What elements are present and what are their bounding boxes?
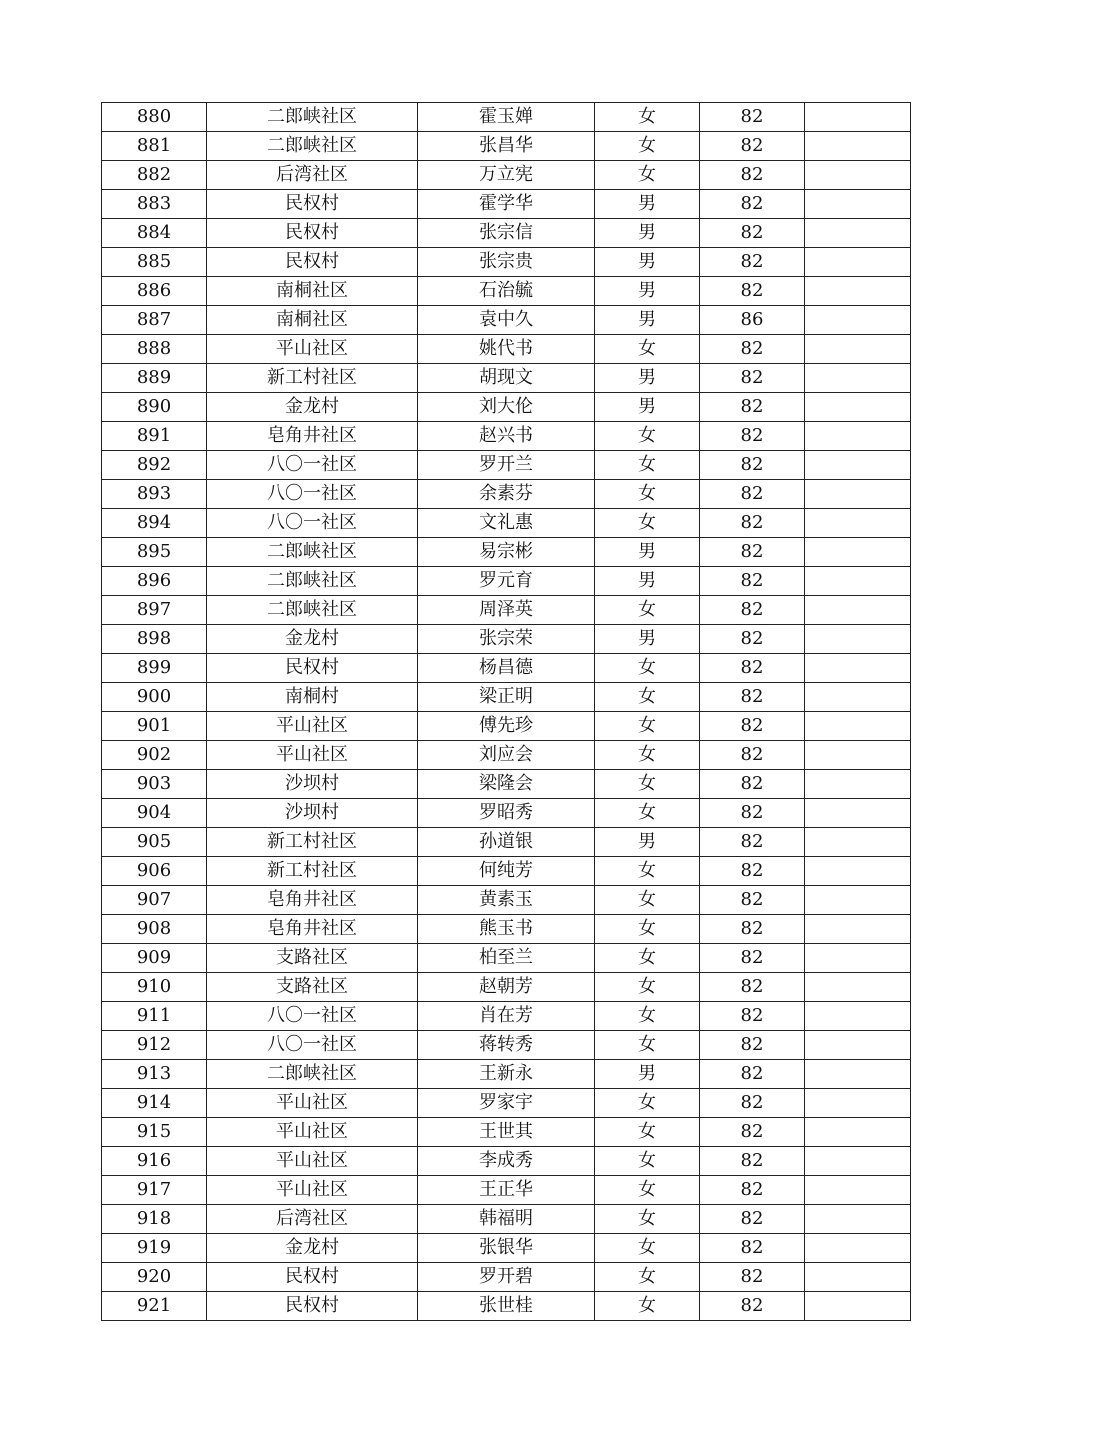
- remark-cell: [805, 393, 911, 422]
- remark-cell: [805, 712, 911, 741]
- serial-number-cell: 893: [102, 480, 207, 509]
- table-row: [102, 1118, 911, 1147]
- age-cell: 82: [700, 567, 805, 596]
- serial-number-cell: 905: [102, 828, 207, 857]
- sex-cell: 女: [595, 973, 700, 1002]
- remark-cell: [805, 1031, 911, 1060]
- table-row: [102, 393, 911, 422]
- table-row: [102, 625, 911, 654]
- name-cell: 张宗信: [418, 219, 595, 248]
- table-row: [102, 1205, 911, 1234]
- age-cell: 82: [700, 103, 805, 132]
- age-cell: 82: [700, 596, 805, 625]
- remark-cell: [805, 973, 911, 1002]
- table-row: [102, 654, 911, 683]
- serial-number-cell: 915: [102, 1118, 207, 1147]
- remark-cell: [805, 1176, 911, 1205]
- serial-number-cell: 887: [102, 306, 207, 335]
- age-cell: 82: [700, 1176, 805, 1205]
- table-row: [102, 1263, 911, 1292]
- table-row: [102, 712, 911, 741]
- name-cell: 王新永: [418, 1060, 595, 1089]
- community-cell: 皂角井社区: [207, 422, 418, 451]
- sex-cell: 男: [595, 625, 700, 654]
- sex-cell: 女: [595, 1089, 700, 1118]
- sex-cell: 女: [595, 770, 700, 799]
- name-cell: 霍学华: [418, 190, 595, 219]
- serial-number-cell: 904: [102, 799, 207, 828]
- sex-cell: 男: [595, 277, 700, 306]
- name-cell: 何纯芳: [418, 857, 595, 886]
- age-cell: 82: [700, 1031, 805, 1060]
- remark-cell: [805, 886, 911, 915]
- table-row: [102, 306, 911, 335]
- age-cell: 82: [700, 1002, 805, 1031]
- name-cell: 霍玉婵: [418, 103, 595, 132]
- age-cell: 82: [700, 857, 805, 886]
- community-cell: 二郎峡社区: [207, 567, 418, 596]
- sex-cell: 男: [595, 1060, 700, 1089]
- table-row: [102, 799, 911, 828]
- name-cell: 罗元育: [418, 567, 595, 596]
- age-cell: 82: [700, 1118, 805, 1147]
- remark-cell: [805, 1234, 911, 1263]
- name-cell: 杨昌德: [418, 654, 595, 683]
- remark-cell: [805, 857, 911, 886]
- remark-cell: [805, 567, 911, 596]
- name-cell: 文礼惠: [418, 509, 595, 538]
- table-row: [102, 132, 911, 161]
- name-cell: 赵朝芳: [418, 973, 595, 1002]
- age-cell: 82: [700, 1234, 805, 1263]
- remark-cell: [805, 596, 911, 625]
- age-cell: 82: [700, 944, 805, 973]
- table-row: [102, 886, 911, 915]
- table-row: [102, 538, 911, 567]
- community-cell: 南桐村: [207, 683, 418, 712]
- sex-cell: 女: [595, 1205, 700, 1234]
- name-cell: 张昌华: [418, 132, 595, 161]
- serial-number-cell: 908: [102, 915, 207, 944]
- community-cell: 平山社区: [207, 1118, 418, 1147]
- sex-cell: 女: [595, 1234, 700, 1263]
- sex-cell: 男: [595, 306, 700, 335]
- table-row: [102, 1176, 911, 1205]
- serial-number-cell: 884: [102, 219, 207, 248]
- serial-number-cell: 918: [102, 1205, 207, 1234]
- remark-cell: [805, 132, 911, 161]
- name-cell: 胡现文: [418, 364, 595, 393]
- serial-number-cell: 919: [102, 1234, 207, 1263]
- table-row: [102, 915, 911, 944]
- community-cell: 民权村: [207, 1263, 418, 1292]
- serial-number-cell: 900: [102, 683, 207, 712]
- table-row: [102, 1234, 911, 1263]
- sex-cell: 女: [595, 1118, 700, 1147]
- remark-cell: [805, 654, 911, 683]
- serial-number-cell: 910: [102, 973, 207, 1002]
- name-cell: 刘大伦: [418, 393, 595, 422]
- remark-cell: [805, 161, 911, 190]
- sex-cell: 男: [595, 393, 700, 422]
- community-cell: 南桐社区: [207, 277, 418, 306]
- serial-number-cell: 880: [102, 103, 207, 132]
- name-cell: 易宗彬: [418, 538, 595, 567]
- table-row: [102, 364, 911, 393]
- sex-cell: 男: [595, 190, 700, 219]
- sex-cell: 女: [595, 712, 700, 741]
- community-cell: 民权村: [207, 219, 418, 248]
- name-cell: 傅先珍: [418, 712, 595, 741]
- name-cell: 熊玉书: [418, 915, 595, 944]
- table-row: [102, 422, 911, 451]
- name-cell: 刘应会: [418, 741, 595, 770]
- serial-number-cell: 902: [102, 741, 207, 770]
- name-cell: 蒋转秀: [418, 1031, 595, 1060]
- remark-cell: [805, 1060, 911, 1089]
- serial-number-cell: 890: [102, 393, 207, 422]
- serial-number-cell: 920: [102, 1263, 207, 1292]
- age-cell: 82: [700, 625, 805, 654]
- table-row: [102, 248, 911, 277]
- table-row: [102, 944, 911, 973]
- table-row: [102, 973, 911, 1002]
- table-row: [102, 596, 911, 625]
- sex-cell: 女: [595, 741, 700, 770]
- name-cell: 李成秀: [418, 1147, 595, 1176]
- name-cell: 张世桂: [418, 1292, 595, 1321]
- age-cell: 82: [700, 973, 805, 1002]
- age-cell: 82: [700, 770, 805, 799]
- serial-number-cell: 888: [102, 335, 207, 364]
- document-page: [101, 102, 911, 1321]
- community-cell: 支路社区: [207, 973, 418, 1002]
- sex-cell: 女: [595, 799, 700, 828]
- name-cell: 柏至兰: [418, 944, 595, 973]
- community-cell: 平山社区: [207, 1176, 418, 1205]
- serial-number-cell: 896: [102, 567, 207, 596]
- community-cell: 民权村: [207, 654, 418, 683]
- community-cell: 后湾社区: [207, 1205, 418, 1234]
- age-cell: 82: [700, 886, 805, 915]
- community-cell: 皂角井社区: [207, 886, 418, 915]
- name-cell: 袁中久: [418, 306, 595, 335]
- sex-cell: 女: [595, 596, 700, 625]
- name-cell: 姚代书: [418, 335, 595, 364]
- age-cell: 82: [700, 480, 805, 509]
- community-cell: 沙坝村: [207, 770, 418, 799]
- name-cell: 王正华: [418, 1176, 595, 1205]
- age-cell: 82: [700, 828, 805, 857]
- sex-cell: 女: [595, 480, 700, 509]
- table-row: [102, 857, 911, 886]
- community-cell: 二郎峡社区: [207, 538, 418, 567]
- remark-cell: [805, 248, 911, 277]
- age-cell: 82: [700, 190, 805, 219]
- serial-number-cell: 921: [102, 1292, 207, 1321]
- remark-cell: [805, 451, 911, 480]
- sex-cell: 男: [595, 219, 700, 248]
- table-row: [102, 509, 911, 538]
- table-row: [102, 683, 911, 712]
- community-cell: 平山社区: [207, 712, 418, 741]
- table-row: [102, 1031, 911, 1060]
- name-cell: 张宗贵: [418, 248, 595, 277]
- community-cell: 后湾社区: [207, 161, 418, 190]
- serial-number-cell: 903: [102, 770, 207, 799]
- community-cell: 民权村: [207, 1292, 418, 1321]
- community-cell: 八〇一社区: [207, 451, 418, 480]
- table-row: [102, 1002, 911, 1031]
- name-cell: 万立宪: [418, 161, 595, 190]
- serial-number-cell: 891: [102, 422, 207, 451]
- serial-number-cell: 892: [102, 451, 207, 480]
- serial-number-cell: 909: [102, 944, 207, 973]
- community-cell: 平山社区: [207, 741, 418, 770]
- community-cell: 二郎峡社区: [207, 132, 418, 161]
- serial-number-cell: 899: [102, 654, 207, 683]
- remark-cell: [805, 944, 911, 973]
- table-row: [102, 277, 911, 306]
- sex-cell: 男: [595, 538, 700, 567]
- community-cell: 沙坝村: [207, 799, 418, 828]
- sex-cell: 女: [595, 944, 700, 973]
- age-cell: 82: [700, 741, 805, 770]
- community-cell: 民权村: [207, 190, 418, 219]
- sex-cell: 女: [595, 654, 700, 683]
- remark-cell: [805, 190, 911, 219]
- remark-cell: [805, 480, 911, 509]
- table-row: [102, 480, 911, 509]
- remark-cell: [805, 1147, 911, 1176]
- serial-number-cell: 894: [102, 509, 207, 538]
- sex-cell: 女: [595, 103, 700, 132]
- table-row: [102, 1147, 911, 1176]
- table-row: [102, 161, 911, 190]
- remark-cell: [805, 828, 911, 857]
- name-cell: 罗开碧: [418, 1263, 595, 1292]
- serial-number-cell: 914: [102, 1089, 207, 1118]
- remark-cell: [805, 799, 911, 828]
- name-cell: 张宗荣: [418, 625, 595, 654]
- table-row: [102, 1292, 911, 1321]
- community-cell: 平山社区: [207, 335, 418, 364]
- name-cell: 孙道银: [418, 828, 595, 857]
- community-cell: 新工村社区: [207, 364, 418, 393]
- remark-cell: [805, 1002, 911, 1031]
- sex-cell: 男: [595, 567, 700, 596]
- remark-cell: [805, 1205, 911, 1234]
- community-cell: 八〇一社区: [207, 509, 418, 538]
- name-cell: 罗开兰: [418, 451, 595, 480]
- community-cell: 金龙村: [207, 393, 418, 422]
- community-cell: 八〇一社区: [207, 480, 418, 509]
- sex-cell: 女: [595, 1147, 700, 1176]
- name-cell: 韩福明: [418, 1205, 595, 1234]
- community-cell: 二郎峡社区: [207, 103, 418, 132]
- age-cell: 82: [700, 1263, 805, 1292]
- age-cell: 82: [700, 451, 805, 480]
- community-cell: 民权村: [207, 248, 418, 277]
- sex-cell: 女: [595, 422, 700, 451]
- roster-table-body: [102, 103, 911, 1321]
- serial-number-cell: 901: [102, 712, 207, 741]
- sex-cell: 男: [595, 248, 700, 277]
- remark-cell: [805, 683, 911, 712]
- remark-cell: [805, 1263, 911, 1292]
- sex-cell: 女: [595, 886, 700, 915]
- remark-cell: [805, 277, 911, 306]
- remark-cell: [805, 364, 911, 393]
- name-cell: 张银华: [418, 1234, 595, 1263]
- serial-number-cell: 911: [102, 1002, 207, 1031]
- table-row: [102, 335, 911, 364]
- table-row: [102, 1089, 911, 1118]
- age-cell: 82: [700, 364, 805, 393]
- sex-cell: 女: [595, 451, 700, 480]
- age-cell: 82: [700, 1205, 805, 1234]
- remark-cell: [805, 741, 911, 770]
- age-cell: 82: [700, 277, 805, 306]
- serial-number-cell: 906: [102, 857, 207, 886]
- serial-number-cell: 882: [102, 161, 207, 190]
- serial-number-cell: 898: [102, 625, 207, 654]
- community-cell: 二郎峡社区: [207, 596, 418, 625]
- remark-cell: [805, 1089, 911, 1118]
- serial-number-cell: 917: [102, 1176, 207, 1205]
- remark-cell: [805, 915, 911, 944]
- name-cell: 梁正明: [418, 683, 595, 712]
- serial-number-cell: 907: [102, 886, 207, 915]
- age-cell: 82: [700, 335, 805, 364]
- name-cell: 罗昭秀: [418, 799, 595, 828]
- remark-cell: [805, 538, 911, 567]
- table-row: [102, 190, 911, 219]
- sex-cell: 女: [595, 1292, 700, 1321]
- community-cell: 平山社区: [207, 1147, 418, 1176]
- age-cell: 82: [700, 161, 805, 190]
- sex-cell: 男: [595, 364, 700, 393]
- age-cell: 82: [700, 219, 805, 248]
- serial-number-cell: 885: [102, 248, 207, 277]
- sex-cell: 女: [595, 683, 700, 712]
- table-row: [102, 741, 911, 770]
- community-cell: 金龙村: [207, 625, 418, 654]
- remark-cell: [805, 1118, 911, 1147]
- community-cell: 金龙村: [207, 1234, 418, 1263]
- name-cell: 石治毓: [418, 277, 595, 306]
- table-row: [102, 451, 911, 480]
- serial-number-cell: 897: [102, 596, 207, 625]
- age-cell: 82: [700, 422, 805, 451]
- sex-cell: 女: [595, 915, 700, 944]
- sex-cell: 男: [595, 828, 700, 857]
- sex-cell: 女: [595, 1263, 700, 1292]
- age-cell: 82: [700, 132, 805, 161]
- remark-cell: [805, 219, 911, 248]
- sex-cell: 女: [595, 1031, 700, 1060]
- community-cell: 新工村社区: [207, 828, 418, 857]
- age-cell: 82: [700, 1060, 805, 1089]
- sex-cell: 女: [595, 132, 700, 161]
- community-cell: 新工村社区: [207, 857, 418, 886]
- age-cell: 82: [700, 915, 805, 944]
- table-row: [102, 567, 911, 596]
- age-cell: 82: [700, 1147, 805, 1176]
- name-cell: 王世其: [418, 1118, 595, 1147]
- remark-cell: [805, 770, 911, 799]
- age-cell: 82: [700, 654, 805, 683]
- remark-cell: [805, 306, 911, 335]
- sex-cell: 女: [595, 1002, 700, 1031]
- serial-number-cell: 883: [102, 190, 207, 219]
- age-cell: 82: [700, 683, 805, 712]
- sex-cell: 女: [595, 857, 700, 886]
- name-cell: 梁隆会: [418, 770, 595, 799]
- table-row: [102, 219, 911, 248]
- community-cell: 南桐社区: [207, 306, 418, 335]
- sex-cell: 女: [595, 335, 700, 364]
- name-cell: 余素芬: [418, 480, 595, 509]
- sex-cell: 女: [595, 1176, 700, 1205]
- community-cell: 二郎峡社区: [207, 1060, 418, 1089]
- name-cell: 黄素玉: [418, 886, 595, 915]
- age-cell: 82: [700, 509, 805, 538]
- serial-number-cell: 889: [102, 364, 207, 393]
- roster-table: [101, 102, 911, 1321]
- community-cell: 八〇一社区: [207, 1031, 418, 1060]
- name-cell: 赵兴书: [418, 422, 595, 451]
- age-cell: 82: [700, 1089, 805, 1118]
- name-cell: 肖在芳: [418, 1002, 595, 1031]
- age-cell: 82: [700, 712, 805, 741]
- age-cell: 82: [700, 1292, 805, 1321]
- remark-cell: [805, 335, 911, 364]
- serial-number-cell: 916: [102, 1147, 207, 1176]
- table-row: [102, 770, 911, 799]
- sex-cell: 女: [595, 509, 700, 538]
- age-cell: 82: [700, 538, 805, 567]
- serial-number-cell: 913: [102, 1060, 207, 1089]
- sex-cell: 女: [595, 161, 700, 190]
- serial-number-cell: 912: [102, 1031, 207, 1060]
- serial-number-cell: 881: [102, 132, 207, 161]
- community-cell: 八〇一社区: [207, 1002, 418, 1031]
- community-cell: 皂角井社区: [207, 915, 418, 944]
- serial-number-cell: 886: [102, 277, 207, 306]
- remark-cell: [805, 103, 911, 132]
- community-cell: 支路社区: [207, 944, 418, 973]
- age-cell: 82: [700, 799, 805, 828]
- table-row: [102, 1060, 911, 1089]
- serial-number-cell: 895: [102, 538, 207, 567]
- age-cell: 86: [700, 306, 805, 335]
- age-cell: 82: [700, 393, 805, 422]
- remark-cell: [805, 625, 911, 654]
- name-cell: 罗家宇: [418, 1089, 595, 1118]
- remark-cell: [805, 509, 911, 538]
- table-row: [102, 103, 911, 132]
- remark-cell: [805, 1292, 911, 1321]
- name-cell: 周泽英: [418, 596, 595, 625]
- table-row: [102, 828, 911, 857]
- community-cell: 平山社区: [207, 1089, 418, 1118]
- age-cell: 82: [700, 248, 805, 277]
- remark-cell: [805, 422, 911, 451]
